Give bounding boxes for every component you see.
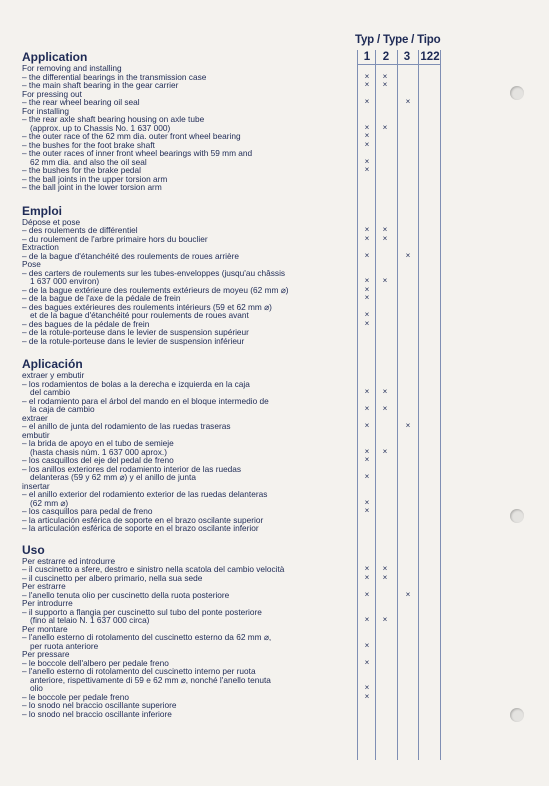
list-item-text: – l'anello esterno di rotolamento del cuscinetto esterno da 62 mm ⌀, [22,632,272,642]
list-item-text: – the ball joints in the upper torsion arm [22,173,168,184]
applicability-mark-col-1: × [364,225,370,234]
list-item-text: – des bagues extérieures des roulements intérieurs (59 et 62 mm ⌀) [22,301,272,312]
list-item-text: – le boccole dell'albero per pedale freno [22,657,169,668]
list-item [22,710,442,719]
applicability-mark-col-1: × [364,276,370,285]
list-item-text: extraer y embutir [22,370,85,380]
applicability-mark-col-1: × [364,80,370,89]
section-title: Aplicación [22,357,83,371]
list-item-text: – de la rotule-porteuse dans le levier de suspension inférieur [22,335,245,346]
list-item-text: Per estrarre [22,581,66,591]
applicability-mark-col-1: × [364,131,370,140]
list-item-text: – des bagues de la pédale de frein [22,318,150,329]
column-3-label: 3 [403,51,411,63]
applicability-mark-col-1: × [364,446,370,456]
list-item-text: – du roulement de l'arbre primaire hors du bouclier [22,233,208,244]
applicability-mark-col-2: × [382,233,388,243]
applicability-mark-col-1: × [364,640,370,650]
list-item-text: – la brida de apoyo en el tubo de semieje [22,438,174,448]
applicability-mark-col-2: × [382,446,388,456]
list-item [22,524,442,533]
punch-hole-middle [510,509,524,523]
applicability-mark-col-1: × [364,589,370,599]
list-item-text: olio [30,683,43,693]
applicability-mark-col-2: × [382,387,388,396]
applicability-mark-col-1: × [364,310,370,319]
list-item-text: 62 mm dia. and also the oil seal [30,156,147,167]
applicability-mark-col-2: × [382,80,388,89]
list-item-text: – l'anello tenuta olio per cuscinetto della ruota posteriore [22,589,230,600]
list-item-text: – los casquillos para pedal de freno [22,506,153,516]
list-item-text: – el rodamiento para el árbol del mando en el bloque intermedio de [22,395,269,406]
list-item-text: – el anillo exterior del rodamiento exterior de las ruedas delanteras [22,489,268,499]
list-item [22,98,442,107]
list-item [22,405,442,414]
list-item-text: – the bushes for the foot brake shaft [22,139,155,150]
column-2-label: 2 [382,51,390,63]
list-item-text: – the differential bearings in the transmission case [22,71,207,82]
applicability-mark-col-1: × [364,691,370,701]
applicability-mark-col-1: × [364,572,370,582]
applicability-mark-col-1: × [364,657,370,667]
list-item-text: Per introdurre [22,598,73,608]
list-item [22,473,442,482]
applicability-mark-col-1: × [364,165,370,174]
applicability-mark-col-2: × [382,122,388,132]
list-item [22,591,442,600]
list-item-text: – la articulación esférica de soporte en el brazo oscilante inferior [22,523,259,533]
list-item-text: – the main shaft bearing in the gear carrier [22,80,179,90]
list-item-text: insertar [22,480,50,491]
list-item-text: del cambio [30,387,71,397]
applicability-mark-col-3: × [405,421,411,430]
list-item-text: – il supporto a flangia per cuscinetto sul tubo del ponte posteriore [22,606,262,617]
list-item-text: delanteras (59 y 62 mm ⌀) y el anillo de junta [30,472,196,482]
section-title: Uso [22,542,45,557]
applicability-mark-col-1: × [364,156,370,166]
applicability-mark-col-1: × [364,497,370,507]
type-header: Typ / Type / Tipo [355,34,441,46]
list-item-text: 1 637 000 environ) [30,276,100,286]
list-item [22,490,442,499]
list-item-text: (62 mm ⌀) [30,497,69,508]
list-item [22,642,442,651]
applicability-mark-col-3: × [405,250,411,260]
list-item-text: – el anillo de junta del rodamiento de las ruedas traseras [22,421,231,431]
list-item-text: Extraction [22,242,59,252]
section-2 [22,357,442,533]
applicability-mark-col-3: × [405,97,411,106]
list-item [22,81,442,90]
section-title: Application [22,50,88,64]
list-item [22,252,442,261]
list-item-text: – the outer races of inner front wheel bearings with 59 mm and [22,148,253,158]
applicability-mark-col-3: × [405,589,411,599]
list-item-text: Per pressare [22,649,70,659]
list-item [22,235,442,244]
applicability-mark-col-2: × [382,572,388,582]
list-item-text: – the rear axle shaft bearing housing on axle tube [22,114,205,124]
column-122-label: 122 [420,51,440,63]
application-list [22,50,442,718]
list-item-text: – the rear wheel bearing oil seal [22,97,140,107]
applicability-mark-col-2: × [382,564,388,573]
list-item-text: For removing and installing [22,63,122,73]
list-item-text: – lo snodo nel braccio oscillante inferiore [22,708,172,719]
applicability-mark-col-1: × [364,387,370,396]
list-item-text: – la articulación esférica de soporte en el brazo oscilante superior [22,514,264,525]
list-item-text: per ruota anteriore [30,640,99,651]
list-item-text: – des carters de roulements sur les tubes-enveloppes (jusqu'au châssis [22,267,286,278]
applicability-mark-col-1: × [364,139,370,149]
list-item [22,616,442,625]
applicability-mark-col-1: × [364,233,370,243]
applicability-mark-col-1: × [364,318,370,328]
list-item-text: et de la bague d'étanchéité pour roulements de roues avant [30,310,249,320]
applicability-mark-col-1: × [364,472,370,481]
applicability-mark-col-2: × [382,276,388,285]
list-item-text: – de la bague de l'axe de la pédale de frein [22,293,181,303]
section-1 [22,204,442,346]
list-item-text: – los anillos exteriores del rodamiento interior de las ruedas [22,463,242,474]
list-item-text: Per estrarre ed introdurre [22,555,116,566]
applicability-mark-col-1: × [364,250,370,260]
list-item-text: – los casquillos del eje del pedal de freno [22,455,174,465]
applicability-mark-col-1: × [364,404,370,413]
applicability-mark-col-1: × [364,97,370,106]
list-item [22,574,442,583]
list-item-text: – de la rotule-porteuse dans le levier de suspension supérieur [22,327,249,337]
list-item-text: – los rodamientos de bolas a la derecha e izquierda en la caja [22,378,250,389]
list-item-text: – de la bague extérieure des roulements extérieurs de moyeu (62 mm ⌀) [22,284,289,295]
section-3 [22,543,442,719]
applicability-mark-col-1: × [364,455,370,464]
list-item [22,183,442,192]
list-item-text: – lo snodo nel braccio oscillante superiore [22,700,177,710]
applicability-mark-col-1: × [364,421,370,430]
list-item-text: (hasta chasis núm. 1 637 000 aprox.) [30,446,167,457]
list-item-text: – the bushes for the brake pedal [22,165,142,175]
list-item-text: – de la bague d'étanchéité des roulements de roues arrière [22,250,239,261]
punch-hole-bottom [510,708,524,722]
list-item [22,380,442,389]
applicability-mark-col-1: × [364,683,370,692]
list-item-text: anteriore, rispettivamente di 59 e 62 mm ⌀, nonché l'anello tenuta [30,674,271,685]
section-0 [22,50,442,192]
section-title: Emploi [22,203,63,218]
applicability-mark-col-2: × [382,404,388,413]
list-item-text: For installing [22,105,70,116]
punch-hole-top [510,86,524,100]
list-item [22,676,442,685]
list-item-text: – l'anello esterno di rotolamento del cuscinetto interno per ruota [22,666,256,676]
list-item-text: – the outer race of the 62 mm dia. outer front wheel bearing [22,131,241,141]
applicability-mark-col-1: × [364,71,370,81]
applicability-mark-col-1: × [364,564,370,573]
list-item-text: embutir [22,429,50,440]
list-item-text: – des roulements de différentiel [22,225,138,235]
applicability-mark-col-1: × [364,615,370,624]
list-item-text: la caja de cambio [30,404,95,414]
applicability-mark-col-2: × [382,225,388,234]
list-item-text: For pressing out [22,88,82,99]
list-item-text: – il cuscinetto per albero primario, nella sua sede [22,572,203,583]
applicability-mark-col-1: × [364,506,370,515]
list-item-text: Per montare [22,623,68,634]
list-item [22,337,442,346]
list-item-text: – le boccole per pedale freno [22,691,130,702]
applicability-mark-col-2: × [382,71,388,81]
list-item-text: Pose [22,259,41,269]
list-item-text: extraer [22,412,48,423]
list-item-text: – il cuscinetto a sfere, destro e sinistro nella scatola del cambio velocità [22,564,285,574]
list-item-text: (approx. up to Chassis No. 1 637 000) [30,122,171,133]
applicability-mark-col-1: × [364,122,370,132]
list-item-text: (fino al telaio N. 1 637 000 circa) [30,615,150,625]
list-item-text: – the ball joint in the lower torsion arm [22,182,162,192]
applicability-mark-col-1: × [364,284,370,294]
list-item-text: Dépose et pose [22,216,81,227]
applicability-mark-col-2: × [382,615,388,624]
applicability-mark-col-1: × [364,293,370,302]
list-item [22,422,442,431]
column-1-label: 1 [363,51,371,63]
